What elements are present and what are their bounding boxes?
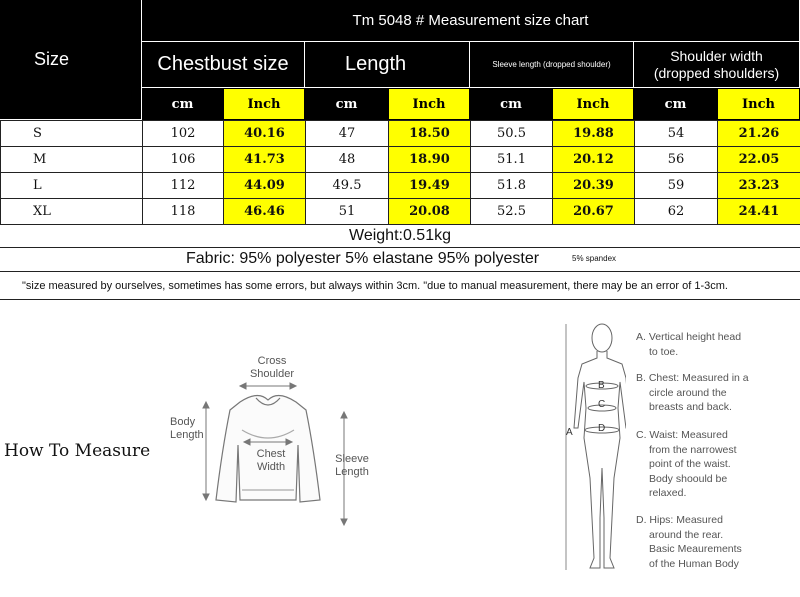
chestbust-label: Chestbust size — [157, 53, 289, 75]
inch-cell: 19.49 — [389, 173, 471, 199]
inch-cell: 23.23 — [718, 173, 800, 199]
size-column-header — [0, 0, 142, 120]
note-d — [636, 513, 742, 571]
value-cell: 102 — [143, 121, 224, 147]
value-cell: 49.5 — [306, 173, 389, 199]
sleeve-label: Sleeve length (dropped shoulder) — [492, 60, 611, 69]
note-line: C. Waist: Measured — [636, 429, 728, 441]
inch-cell: 19.88 — [553, 121, 635, 147]
label-line: Length — [170, 429, 204, 441]
note-line: circle around the — [649, 386, 727, 399]
chest-width-label — [246, 448, 296, 474]
unit-cm-text: cm — [500, 96, 522, 112]
label-line: Body — [170, 416, 196, 428]
fabric-small-text: 5% spandex — [572, 254, 617, 263]
value-cell: 51.8 — [471, 173, 553, 199]
table-row — [1, 173, 800, 199]
unit-cm-text: cm — [664, 96, 687, 112]
value-cell: 118 — [143, 199, 224, 225]
note-a — [636, 330, 741, 359]
label-line: Width — [256, 461, 286, 473]
value-cell: 51.1 — [471, 147, 553, 173]
value-cell: 52.5 — [471, 199, 553, 225]
label-line: Shoulder — [249, 368, 295, 380]
inch-cell: 41.73 — [224, 147, 306, 173]
value-cell: 47 — [306, 121, 389, 147]
measurement-note-text: "size measured by ourselves, sometimes has some errors, but always within 3cm. "due to manual measurement, there may be an error of 1-3cm. — [22, 279, 728, 292]
body-diagram — [560, 318, 626, 576]
group-header-chestbust — [142, 42, 305, 88]
shoulder-label-line1: Shoulder width — [670, 47, 763, 64]
inch-cell: 22.05 — [718, 147, 800, 173]
unit-cm-text: cm — [335, 96, 358, 112]
inch-cell: 20.67 — [553, 199, 635, 225]
arrowhead — [240, 383, 246, 389]
arrowhead — [341, 519, 347, 525]
arrowhead — [290, 383, 296, 389]
fabric-text: Fabric: 95% polyester 5% elastane 95% polyester — [186, 250, 540, 267]
inch-cell: 46.46 — [224, 199, 306, 225]
unit-inch-text: Inch — [742, 96, 775, 112]
group-header-sleeve — [470, 42, 634, 88]
body-head — [592, 324, 612, 352]
note-line: Body shoould be — [649, 472, 728, 485]
table-row — [1, 121, 800, 147]
note-line: of the Human Body — [649, 557, 739, 570]
letter-d: D — [598, 423, 606, 434]
unit-cm-header — [305, 88, 388, 120]
group-header-shoulder — [634, 42, 800, 88]
unit-cm-text: cm — [171, 96, 194, 112]
value-cell: 54 — [635, 121, 718, 147]
note-line: to toe. — [649, 345, 679, 358]
table-row — [1, 199, 800, 225]
value-cell: 51 — [306, 199, 389, 225]
note-line: Basic Meaurements — [649, 543, 742, 555]
letter-a: A — [566, 427, 573, 438]
inch-cell: 20.39 — [553, 173, 635, 199]
weight-text: Weight:0.51kg — [349, 227, 451, 244]
size-cell: M — [1, 147, 143, 173]
label-line: Cross — [257, 355, 287, 367]
note-line: point of the waist. — [649, 458, 731, 470]
note-line: breasts and back. — [649, 401, 732, 413]
value-cell: 106 — [143, 147, 224, 173]
weight-row — [0, 225, 800, 248]
note-b — [636, 371, 749, 415]
cross-shoulder-label — [240, 355, 304, 381]
note-c — [636, 428, 737, 501]
sleeve-length-label — [328, 453, 376, 479]
note-line: around the rear. — [649, 528, 724, 541]
unit-cm-header — [634, 88, 717, 120]
note-line: B. Chest: Measured in a — [636, 372, 749, 384]
unit-inch-header — [223, 88, 305, 120]
inch-cell: 18.90 — [389, 147, 471, 173]
inch-cell: 24.41 — [718, 199, 800, 225]
note-line: relaxed. — [649, 487, 687, 499]
length-label: Length — [345, 53, 407, 75]
size-table — [0, 120, 800, 225]
value-cell: 59 — [635, 173, 718, 199]
fabric-row — [0, 248, 800, 272]
unit-inch-text: Inch — [576, 96, 610, 112]
inch-cell: 21.26 — [718, 121, 800, 147]
shoulder-label-line2: (dropped shoulders) — [653, 64, 780, 81]
unit-inch-header — [388, 88, 470, 120]
inch-cell: 20.08 — [389, 199, 471, 225]
size-header-label: Size — [34, 49, 70, 69]
value-cell: 50.5 — [471, 121, 553, 147]
inch-cell: 44.09 — [224, 173, 306, 199]
chart-title-text: Tm 5048 # Measurement size chart — [352, 12, 589, 29]
arrowhead — [203, 402, 209, 408]
table-row — [1, 147, 800, 173]
letter-c: C — [598, 399, 606, 410]
unit-cm-header — [470, 88, 552, 120]
value-cell: 62 — [635, 199, 718, 225]
group-header-length — [305, 42, 470, 88]
note-line: A. Vertical height head — [636, 331, 742, 343]
note-line: from the narrowest — [649, 443, 737, 456]
unit-cm-header — [142, 88, 223, 120]
body-length-label — [170, 416, 210, 442]
inch-cell: 18.50 — [389, 121, 471, 147]
letter-b: B — [598, 380, 605, 391]
label-line: Sleeve — [335, 453, 369, 465]
inch-cell: 40.16 — [224, 121, 306, 147]
unit-inch-text: Inch — [247, 96, 281, 112]
size-cell: XL — [1, 199, 143, 225]
value-cell: 48 — [306, 147, 389, 173]
unit-inch-text: Inch — [412, 96, 446, 112]
value-cell: 112 — [143, 173, 224, 199]
note-line: D. Hips: Measured — [636, 514, 723, 526]
unit-inch-header — [717, 88, 800, 120]
size-cell: L — [1, 173, 143, 199]
size-cell: S — [1, 121, 143, 147]
arrowhead — [341, 412, 347, 418]
label-line: Chest — [256, 448, 286, 460]
inch-cell: 20.12 — [553, 147, 635, 173]
arrowhead — [203, 494, 209, 500]
how-to-measure-heading: How To Measure — [4, 441, 151, 461]
chart-title — [142, 0, 800, 42]
label-line: Length — [335, 466, 369, 478]
unit-inch-header — [552, 88, 634, 120]
measurement-note — [0, 272, 800, 300]
value-cell: 56 — [635, 147, 718, 173]
